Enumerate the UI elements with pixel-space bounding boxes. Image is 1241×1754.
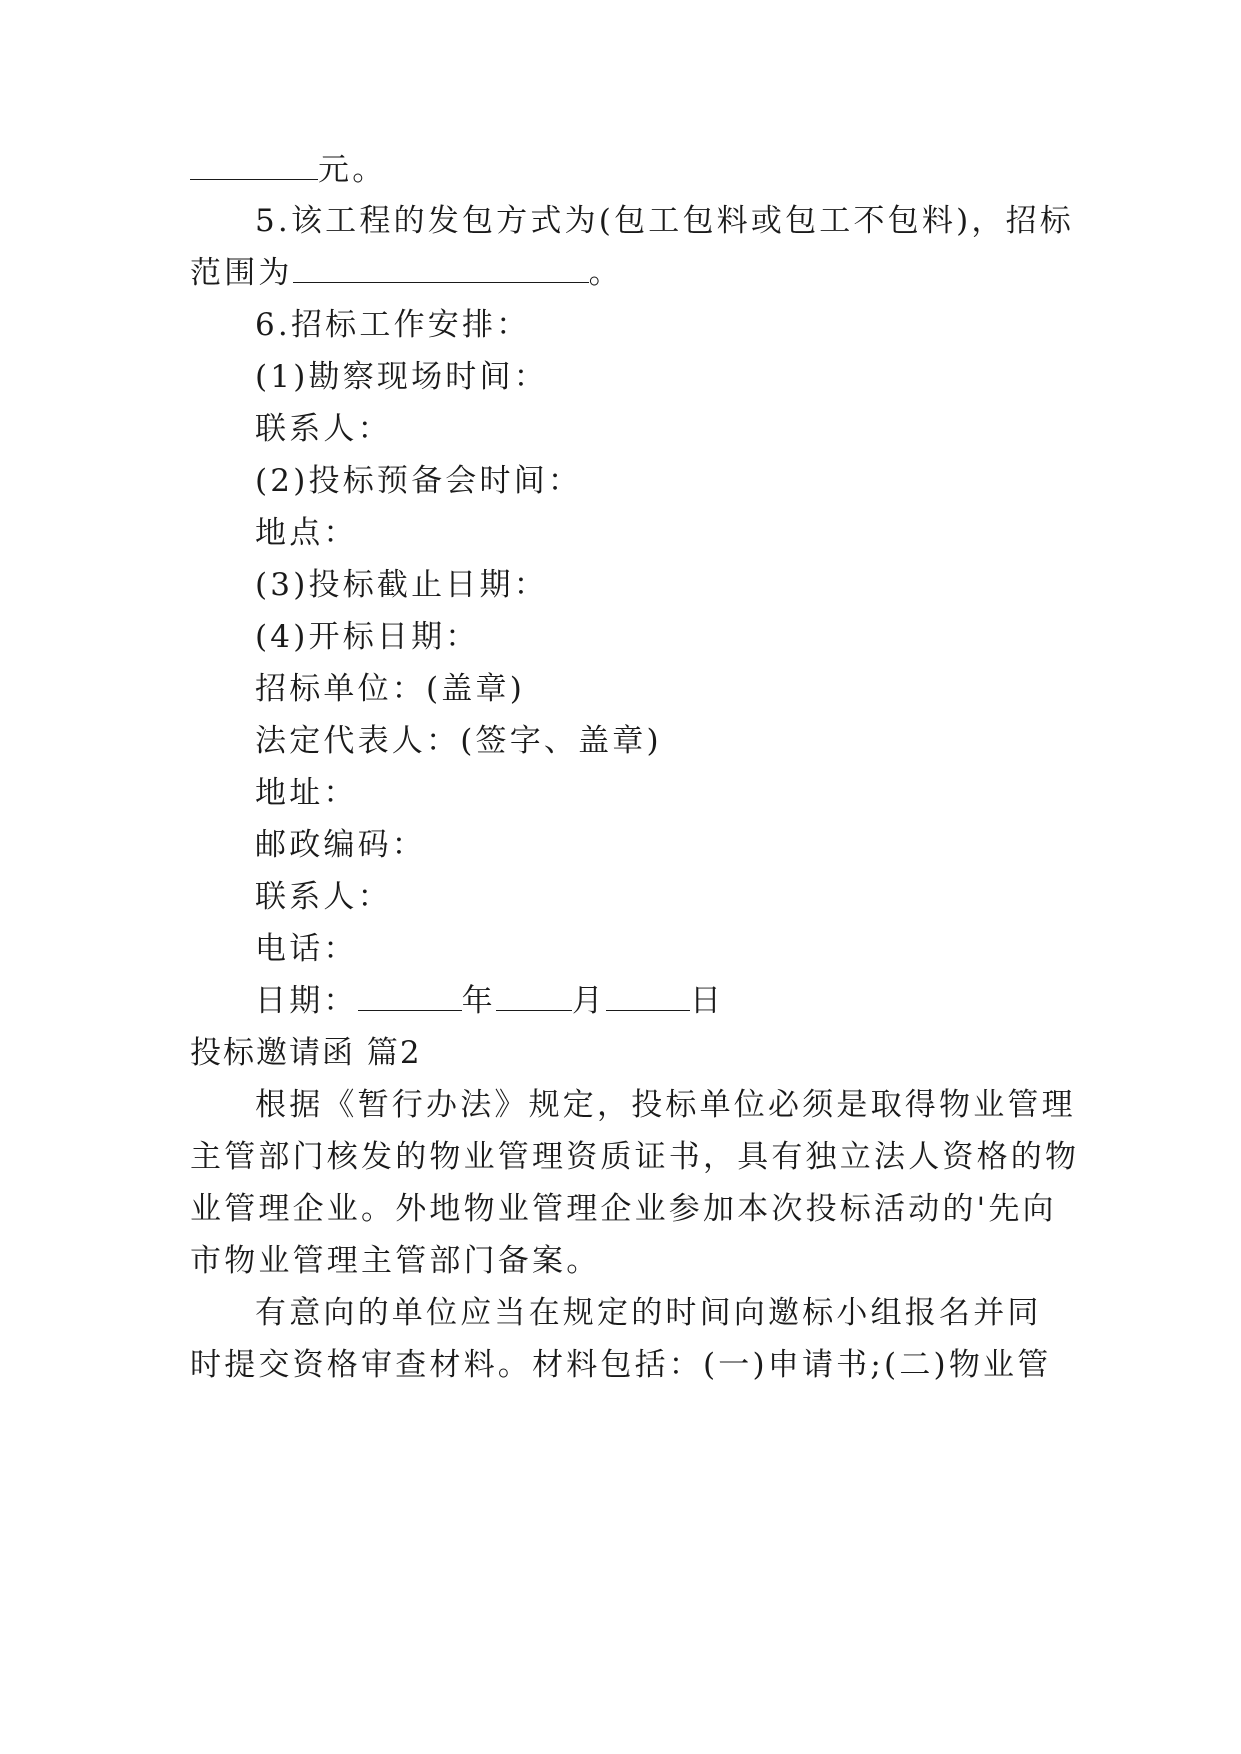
- item5-scope-label: 范围为: [190, 255, 293, 291]
- item5-line1: 5.该工程的发包方式为(包工包料或包工不包料)，招标: [255, 203, 1074, 239]
- location: 地点：: [255, 515, 358, 551]
- amount-line: [190, 150, 1060, 190]
- para1-line1: 根据《暂行办法》规定，投标单位必须是取得物业管理: [255, 1087, 1076, 1123]
- phone: 电话：: [255, 931, 358, 967]
- para1-line4: 市物业管理主管部门备案。: [190, 1243, 601, 1279]
- para1-line3: 业管理企业。外地物业管理企业参加本次投标活动的'先向: [190, 1191, 1057, 1227]
- schedule-pre-bid-meeting: (2)投标预备会时间：: [255, 463, 583, 499]
- para2-line1: 有意向的单位应当在规定的时间向邀标小组报名并同: [255, 1295, 1042, 1331]
- para1-line2: 主管部门核发的物业管理资质证书，具有独立法人资格的物: [190, 1139, 1080, 1175]
- item5-line2: [190, 253, 1060, 293]
- day-blank: [606, 982, 690, 1011]
- section-heading: 投标邀请函 篇2: [190, 1035, 422, 1071]
- item6-title: 6.招标工作安排：: [255, 307, 531, 343]
- date-month: 月: [571, 983, 607, 1019]
- contact-person-1: 联系人：: [255, 411, 392, 447]
- date-label: 日期：: [255, 983, 358, 1019]
- date-year: 年: [461, 983, 496, 1019]
- item5-scope-suffix: 。: [588, 255, 623, 291]
- issuer: 招标单位：(盖章): [255, 671, 525, 707]
- para2-line2: 时提交资格审查材料。材料包括：(一)申请书;(二)物业管: [190, 1347, 1052, 1383]
- address: 地址：: [255, 775, 358, 811]
- schedule-bid-opening: (4)开标日期：: [255, 619, 480, 655]
- schedule-site-visit: (1)勘察现场时间：: [255, 359, 548, 395]
- year-blank: [358, 982, 462, 1011]
- postcode: 邮政编码：: [255, 827, 426, 863]
- amount-suffix: 元。: [318, 152, 387, 188]
- schedule-bid-deadline: (3)投标截止日期：: [255, 567, 548, 603]
- contact-person-2: 联系人：: [255, 879, 392, 915]
- amount-blank: [190, 151, 318, 180]
- legal-representative: 法定代表人：(签字、盖章): [255, 723, 662, 759]
- month-blank: [496, 982, 572, 1011]
- date-day: 日: [690, 983, 725, 1019]
- scope-blank: [293, 254, 589, 283]
- date-line: [255, 981, 1125, 1021]
